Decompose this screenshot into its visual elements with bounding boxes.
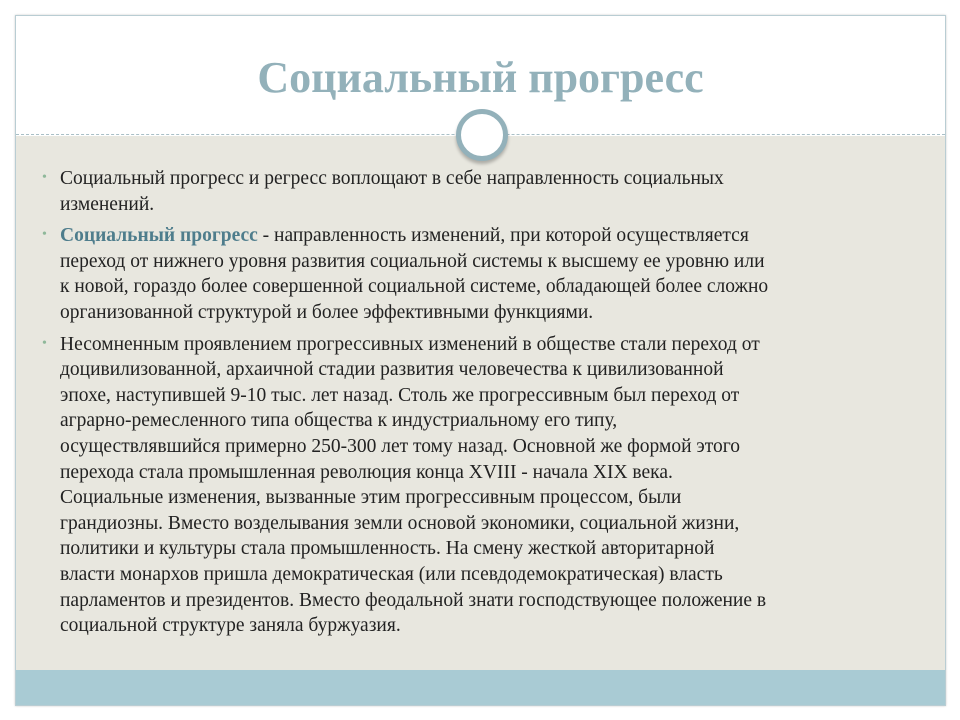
highlighted-term: Социальный прогресс [60,225,258,247]
bullet-item [42,223,922,325]
slide-title: Социальный прогресс [257,53,704,102]
slide-content [16,136,945,670]
bullet-text: Социальный прогресс и регресс воплощают в себе направленность социальных изменений. [60,168,724,215]
bullet-icon: • [42,335,47,351]
footer-bar [16,670,945,705]
bullet-text: Несомненным проявлением прогрессивных изменений в обществе стали переход от доцивилизованной, архаичной стадии развития человечества к цивилизованной эпохе, наступившей 9-10 тыс. лет назад. Столь же прогрессивным был переход от аграрно-ремесленного типа общества к индустриальному его типу, осуществлявшийся примерно 250-300 лет тому назад. Основной же формой этого перехода стала промышленная революция конца XVIII - начала XIX века. Социальные изменения, вызванные этим прогрессивным процессом, были грандиозны. Вместо возделывания земли основой экономики, социальной жизни, политики и культуры стала промышленность. На смену жесткой авторитарной власти монархов пришла демократическая (или псевдодемократическая) власть парламентов и президентов. Вместо феодальной знати господствующее положение в социальной структуре заняла буржуазия. [60,333,767,637]
bullet-list [42,166,922,645]
bullet-text: - направленность изменений, при которой осуществляется переход от нижнего уровня развития социальной системы к высшему ее уровню или к новой, гораздо более совершенной социальной системе, обладающей более сложно организованной структурой и более эффективными функциями. [60,225,769,323]
slide-frame [15,15,946,706]
bullet-item [42,332,922,639]
bullet-item [42,166,922,217]
bullet-icon: • [42,227,47,243]
bullet-icon: • [42,170,47,185]
circle-ornament-icon [456,109,508,161]
